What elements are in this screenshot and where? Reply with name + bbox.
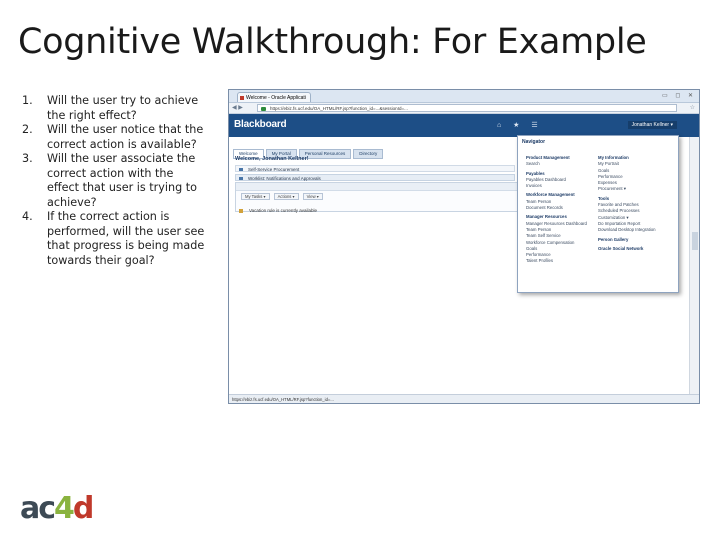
navigator-link[interactable]: Procurement ▾ [598, 186, 626, 192]
question-item [22, 94, 207, 123]
navigator-link[interactable]: Scheduled Processes [598, 208, 640, 214]
navigator-link[interactable]: Expenses [598, 180, 617, 186]
tab-title: Welcome - Oracle Applicati [246, 95, 306, 101]
navigator-link[interactable]: Download Desktop Integration [598, 227, 656, 233]
bar-item-label: Worklist: Notifications and Approvals [248, 176, 321, 181]
star-icon[interactable]: ☆ [689, 105, 695, 111]
navigator-link[interactable]: Document Records [526, 205, 563, 211]
worklist-header[interactable] [235, 174, 515, 181]
address-bar[interactable] [257, 104, 677, 112]
my-tasks-dropdown[interactable]: My Tasks ▾ [241, 193, 270, 200]
navigator-link[interactable]: My Portrait [598, 161, 619, 167]
navigator-link[interactable]: Goals [526, 245, 538, 251]
navigator-title: Navigator [522, 139, 546, 145]
navigator-link[interactable]: Team Person [526, 226, 552, 232]
question-item [22, 152, 207, 210]
tab-welcome[interactable]: Welcome [233, 149, 264, 159]
navigator-section-heading: Workforce Management [526, 192, 575, 198]
folder-icon [239, 168, 243, 171]
navigator-link[interactable]: Customization ▾ [598, 214, 629, 220]
navigator-link[interactable]: Team Person [526, 198, 552, 204]
notification-icon [239, 209, 243, 213]
question-text: Will the user try to achieve the right effect? [47, 94, 199, 122]
navigator-section-heading: My Information [598, 155, 629, 160]
header-icons[interactable]: ⌂ ★ ☰ [497, 122, 543, 129]
welcome-heading: Welcome, Jonathan Kellner! [235, 156, 309, 162]
navigator-link[interactable]: Payables Dashboard [526, 176, 566, 182]
navigator-link[interactable]: Performance [598, 173, 623, 179]
question-item [22, 210, 207, 268]
question-number: 4. [22, 210, 33, 223]
question-text: Will the user notice that the correct action is available? [47, 123, 204, 151]
question-number: 3. [22, 152, 33, 165]
notification-row[interactable] [239, 208, 317, 213]
question-text: Will the user associate the correct action with the effect that user is trying to achieve? [47, 152, 197, 209]
navigator-section-heading: Oracle Social Network [598, 245, 644, 251]
favicon-icon [240, 96, 244, 100]
navigator-section-heading: Manager Resources [526, 214, 567, 220]
ac4d-logo: ac4d [20, 491, 93, 526]
navigator-left-column [526, 155, 596, 265]
question-text: If the correct action is performed, will the user see that progress is being made towards their goal? [47, 210, 205, 267]
app-logo: Blackboard [234, 119, 287, 130]
tab-personal-resources[interactable]: Personal Resources [299, 149, 352, 159]
status-bar: https://ebiz.fs.ucf.edu/OA_HTML/RF.jsp?function_id=... [229, 394, 699, 403]
navigator-section-heading: Person Gallery [598, 236, 629, 242]
slide-title: Cognitive Walkthrough: For Example [18, 22, 647, 62]
tab-my-portal[interactable]: My Portal [266, 149, 297, 159]
navigator-link[interactable]: Favorite and Patches [598, 202, 639, 208]
navigator-link[interactable]: Search [526, 161, 540, 167]
question-list [22, 94, 207, 268]
view-dropdown[interactable]: View ▾ [303, 193, 323, 200]
back-forward-icon[interactable]: ◀ ▶ [232, 105, 243, 111]
window-controls[interactable]: ▭ ◻ ✕ [661, 93, 696, 99]
navigator-link[interactable]: Manager Resources Dashboard [526, 220, 587, 226]
navigator-section-heading: Payables [526, 170, 545, 176]
navigator-link[interactable]: Talent Profiles [526, 258, 553, 264]
navigator-popup [517, 135, 679, 293]
self-service-link[interactable] [235, 165, 515, 172]
navigator-section-heading: Tools [598, 195, 610, 201]
question-number: 1. [22, 94, 33, 107]
question-item [22, 123, 207, 152]
browser-tab[interactable] [237, 92, 311, 102]
app-screenshot [228, 89, 700, 404]
user-menu[interactable]: Jonathan Kellner ▾ [628, 121, 677, 129]
folder-icon [239, 177, 243, 180]
lock-icon [261, 107, 266, 111]
question-number: 2. [22, 123, 33, 136]
navigator-right-column [598, 155, 668, 252]
navigator-link[interactable]: Workforce Compensation [526, 239, 575, 245]
navigator-link[interactable]: Do Importation Report [598, 220, 641, 226]
navigator-link[interactable]: Invoices [526, 183, 542, 189]
navigator-section-heading: Product Management [526, 155, 570, 160]
app-header [229, 114, 699, 137]
app-tabs [233, 142, 385, 156]
notification-text: Vacation rule is currently available [249, 208, 317, 213]
browser-titlebar [229, 90, 699, 103]
navigator-link[interactable]: Team Self Service [526, 233, 561, 239]
bar-item-label: Self-Service Procurement [248, 167, 300, 172]
browser-toolbar [229, 103, 699, 114]
tab-directory[interactable]: Directory [353, 149, 383, 159]
navigator-link[interactable]: Goals [598, 167, 610, 173]
actions-dropdown[interactable]: Actions ▾ [274, 193, 299, 200]
navigator-link[interactable]: Performance [526, 252, 551, 258]
address-url: https://ebiz.fs.ucf.edu/OA_HTML/RF.jsp?function_id=...&sessionId=... [270, 106, 408, 111]
scrollbar-thumb[interactable] [692, 232, 698, 250]
page-scrollbar[interactable] [689, 137, 699, 395]
